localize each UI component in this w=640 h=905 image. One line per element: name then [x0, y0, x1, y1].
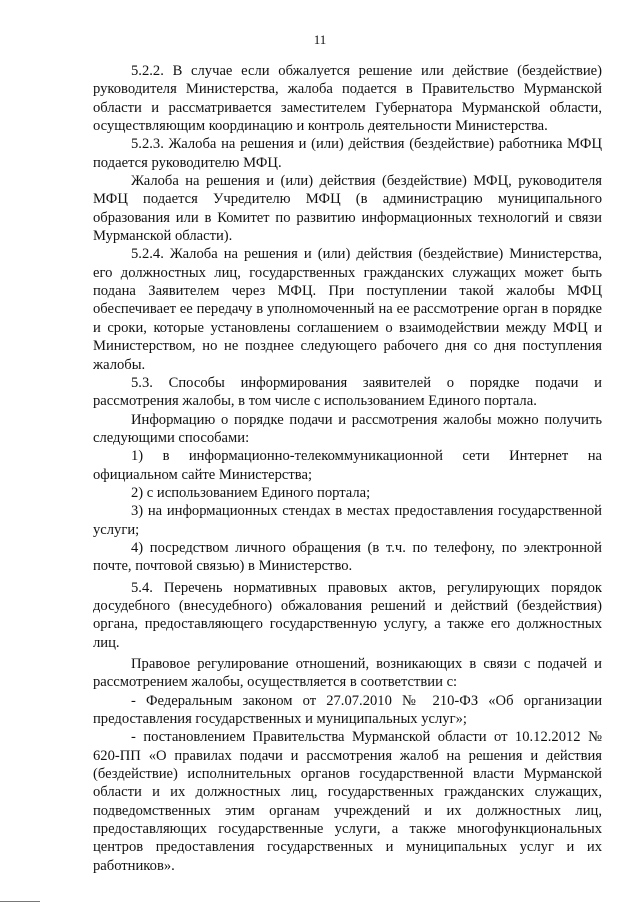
list-item-government-resolution: - постановлением Правительства Мурманской области от 10.12.2012 № 620-ПП «О правилах подачи и рассмотрения жалоб на решения и действия (бездействие) исполнительных органов государственной власти Мурманской области и их должностных лиц, государственных гражданских служащих, подведомственных этим органам учреждений и их должностных лиц, предоставляющих государственные услуги, а также многофункциональных центров предоставления государственных и муниципальных услуг и их работников».	[93, 729, 602, 874]
list-item-federal-law: - Федеральным законом от 27.07.2010 № 210-ФЗ «Об организации предоставления государственных и муниципальных услуг»;	[93, 692, 602, 728]
list-item-stands: 3) на информационных стендах в местах предоставления государственной услуги;	[93, 503, 602, 538]
paragraph-legal-regulation: Правовое регулирование отношений, возникающих в связи с подачей и рассмотрением жалобы, осуществляется в соответствии с:	[93, 656, 602, 691]
paragraph-mfc-complaint: Жалоба на решения и (или) действия (бездействие) МФЦ, руководителя МФЦ подается Учредителю МФЦ (в администрацию муниципального образования или в Комитет по развитию информационных технологий и связи Мурманской области).	[93, 173, 602, 245]
document-body	[93, 62, 602, 875]
page-number: 11	[313, 32, 327, 47]
list-item-internet: 1) в информационно-телекоммуникационной сети Интернет на официальном сайте Министерства;	[93, 448, 602, 483]
paragraph-5-4: 5.4. Перечень нормативных правовых актов, регулирующих порядок досудебного (внесудебного) обжалования решений и действий (бездействия) органа, предоставляющего государственную услугу, а также его должностных лиц.	[93, 579, 602, 651]
paragraph-5-2-2: 5.2.2. В случае если обжалуется решение или действие (бездействие) руководителя Министерства, жалоба подается в Правительство Мурманской области и рассматривается заместителем Губернатора Мурманской области, осуществляющим координацию и контроль деятельности Министерства.	[93, 63, 602, 135]
list-item-portal: 2) с использованием Единого портала;	[131, 484, 371, 501]
paragraph-5-3: 5.3. Способы информирования заявителей о порядке подачи и рассмотрения жалобы, в том числе с использованием Единого портала.	[93, 374, 602, 410]
paragraph-info-methods: Информацию о порядке подачи и рассмотрения жалобы можно получить следующими способами:	[93, 411, 602, 446]
scan-edge-line	[0, 901, 40, 902]
list-item-personal: 4) посредством личного обращения (в т.ч. по телефону, по электронной почте, почтовой связью) в Министерство.	[93, 539, 602, 575]
paragraph-5-2-4: 5.2.4. Жалоба на решения и (или) действия (бездействие) Министерства, его должностных лиц, государственных гражданских служащих может быть подана Заявителем через МФЦ. При поступлении такой жалобы МФЦ обеспечивает ее передачу в уполномоченный на ее рассмотрение орган в порядке и сроки, которые установлены соглашением о взаимодействии между МФЦ и Министерством, но не позднее следующего рабочего дня со дня поступления жалобы.	[93, 246, 602, 373]
paragraph-5-2-3: 5.2.3. Жалоба на решения и (или) действия (бездействие) работника МФЦ подается руководителю МФЦ.	[93, 136, 602, 171]
